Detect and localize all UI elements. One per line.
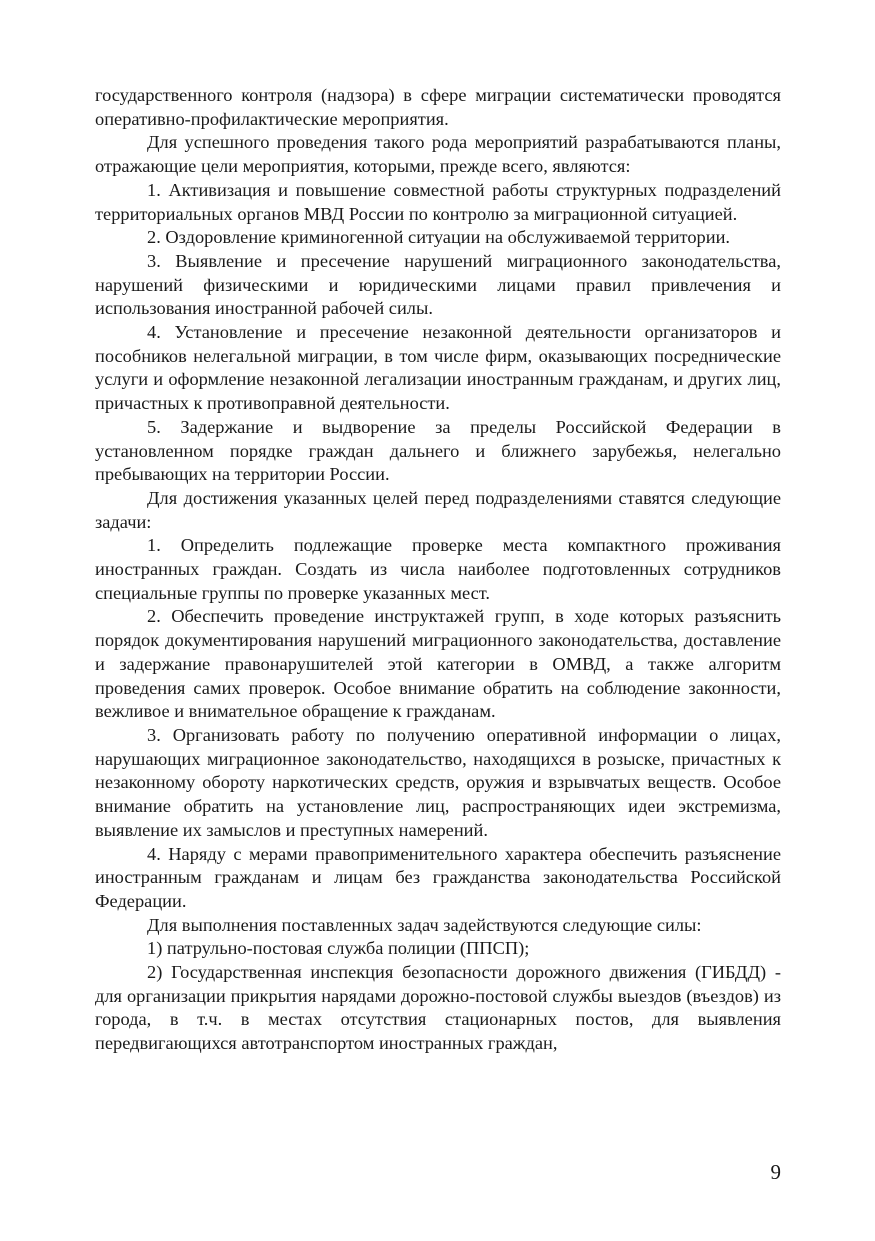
force-item-2: 2) Государственная инспекция безопасности дорожного движения (ГИБДД) - для организации прикрытия нарядами дорожно-постовой службы выездов (въездов) из города, в т.ч. в местах отсутствия стационарных постов, для выявления передвигающихся автотранспортом иностранных граждан, [95, 962, 781, 1054]
page-number: 9 [770, 1160, 781, 1184]
task-item-2: 2. Обеспечить проведение инструктажей групп, в ходе которых разъяснить порядок документирования нарушений миграционного законодательства, доставление и задержание правонарушителей этой категории в ОМВД, а также алгоритм проведения самих проверок. Особое внимание обратить на соблюдение законности, вежливое и внимательное обращение к гражданам. [95, 606, 781, 722]
goal-item-2: 2. Оздоровление криминогенной ситуации на обслуживаемой территории. [147, 227, 731, 248]
goal-item-5: 5. Задержание и выдворение за пределы Российской Федерации в установленном порядке граждан дальнего и ближнего зарубежья, нелегально пребывающих на территории России. [95, 416, 781, 485]
paragraph-plans-intro: Для успешного проведения такого рода мероприятий разрабатываются планы, отражающие цели мероприятия, которыми, прежде всего, являются: [95, 132, 781, 177]
goal-item-3: 3. Выявление и пресечение нарушений миграционного законодательства, нарушений физическими и юридическими лицами правил привлечения и использования иностранной рабочей силы. [95, 250, 781, 319]
task-item-3: 3. Организовать работу по получению оперативной информации о лицах, нарушающих миграционное законодательство, находящихся в розыске, причастных к незаконному обороту наркотических средств, оружия и взрывчатых веществ. Особое внимание обратить на установление лиц, распространяющих идеи экстремизма, выявление их замыслов и преступных намерений. [95, 724, 781, 840]
document-page [95, 84, 781, 1056]
force-item-1: 1) патрульно-постовая служба полиции (ППСП); [147, 938, 530, 959]
paragraph-forces-intro: Для выполнения поставленных задач задействуются следующие силы: [147, 914, 702, 935]
paragraph-tasks-intro: Для достижения указанных целей перед подразделениями ставятся следующие задачи: [95, 487, 781, 532]
task-item-4: 4. Наряду с мерами правоприменительного характера обеспечить разъяснение иностранным гражданам и лицам без гражданства законодательства Российской Федерации. [95, 843, 781, 911]
task-item-1: 1. Определить подлежащие проверке места компактного проживания иностранных граждан. Создать из числа наиболее подготовленных сотрудников специальные группы по проверке указанных мест. [95, 535, 781, 603]
goal-item-4: 4. Установление и пресечение незаконной деятельности организаторов и пособников нелегальной миграции, в том числе фирм, оказывающих посреднические услуги и оформление незаконной легализации иностранным гражданам, и других лиц, причастных к противоправной деятельности. [95, 322, 781, 414]
goal-item-1: 1. Активизация и повышение совместной работы структурных подразделений территориальных органов МВД России по контролю за миграционной ситуацией. [95, 179, 781, 224]
paragraph-continuation: государственного контроля (надзора) в сфере миграции систематически проводятся оперативно-профилактические мероприятия. [95, 85, 781, 129]
